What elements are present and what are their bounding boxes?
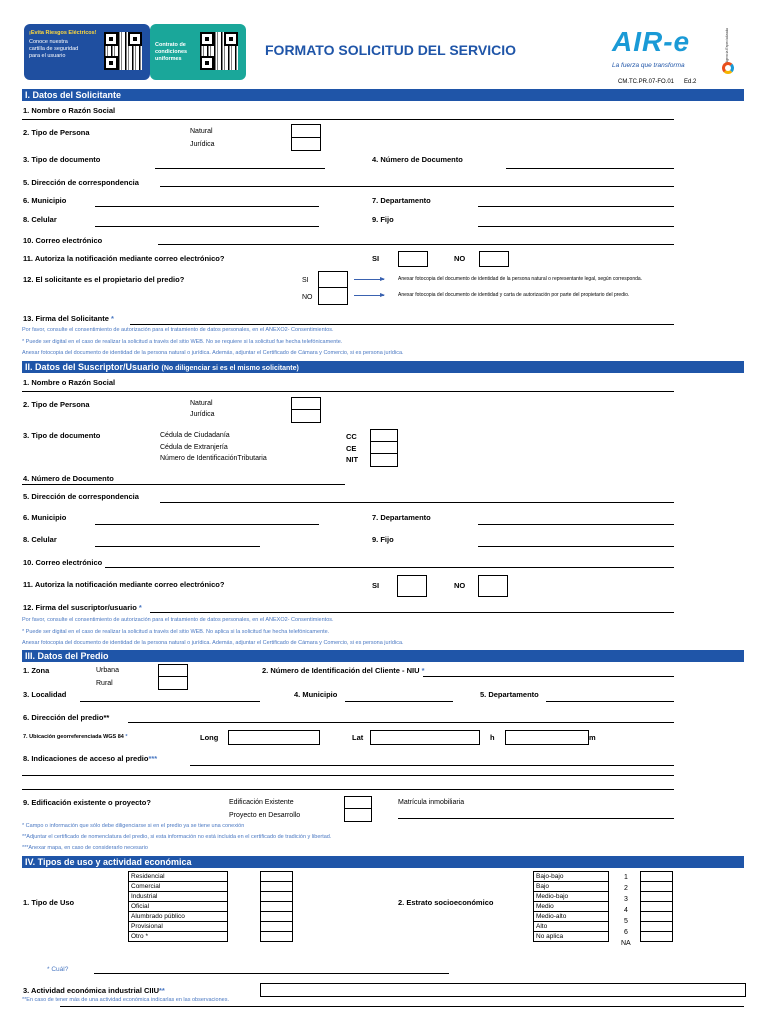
form-edition: Ed.2 bbox=[684, 79, 697, 85]
arrow-right-icon bbox=[354, 279, 384, 280]
s4-ciiu-input[interactable] bbox=[260, 983, 746, 997]
brand-tagline: La fuerza que transforma bbox=[612, 62, 685, 69]
s4-note: **En caso de tener más de una actividad económica indicarlas en las observaciones. bbox=[22, 997, 229, 1003]
s2-natural-label: Natural bbox=[190, 400, 213, 407]
s2-notify-label: 11. Autoriza la notificación mediante correo electrónico? bbox=[23, 580, 225, 589]
table-row[interactable] bbox=[129, 922, 228, 932]
estrato-number: 3 bbox=[624, 896, 628, 903]
brand-mark-icon bbox=[722, 62, 734, 74]
s3-niu-input[interactable] bbox=[423, 676, 674, 677]
table-row[interactable] bbox=[129, 892, 228, 902]
uso-checkbox[interactable] bbox=[261, 912, 293, 922]
uso-checkbox[interactable] bbox=[261, 902, 293, 912]
s1-owner-si-note: Anexar fotocopia del documento de identidad de la persona natural o representante legal, según corresponda. bbox=[398, 276, 643, 282]
arrow-right-icon bbox=[354, 295, 384, 296]
s2-person-type-label: 2. Tipo de Persona bbox=[23, 400, 90, 409]
s1-municipio-input[interactable] bbox=[95, 206, 319, 207]
s2-municipio-input[interactable] bbox=[95, 524, 319, 525]
estrato-label: Bajo bbox=[534, 882, 609, 892]
estrato-label: Medio-alto bbox=[534, 912, 609, 922]
s1-owner-no-checkbox[interactable] bbox=[318, 287, 348, 305]
s4-uso-checkboxes bbox=[260, 871, 293, 942]
brand-logo: AIR-e bbox=[612, 26, 691, 57]
s1-name-label: 1. Nombre o Razón Social bbox=[23, 106, 116, 115]
s1-departamento-input[interactable] bbox=[478, 206, 674, 207]
s3-note-3: ***Anexar mapa, en caso de considerarlo necesario bbox=[22, 845, 148, 851]
section-i-header bbox=[22, 89, 744, 101]
s2-signature-label: 12. Firma del suscriptor/usuario * bbox=[23, 603, 142, 612]
uso-checkbox[interactable] bbox=[261, 882, 293, 892]
s1-notify-si-label: SI bbox=[372, 254, 380, 263]
estrato-checkbox[interactable] bbox=[641, 912, 673, 922]
s3-note-2: **Adjuntar el certificado de nomenclatura del predio, si esta información no está incluida en el certificado de tradición y libertad. bbox=[22, 834, 332, 840]
s1-address-label: 5. Dirección de correspondencia bbox=[23, 178, 139, 187]
s3-localidad-label: 3. Localidad bbox=[23, 690, 67, 699]
s1-notify-no-label: NO bbox=[454, 254, 466, 263]
estrato-number: 5 bbox=[624, 918, 628, 925]
uso-label: Oficial bbox=[129, 902, 228, 912]
estrato-number: 4 bbox=[624, 907, 628, 914]
s2-juridica-label: Jurídica bbox=[190, 411, 215, 418]
s3-proyecto-label: Proyecto en Desarrollo bbox=[229, 812, 301, 819]
section-ii-header bbox=[22, 361, 744, 373]
s1-notify-label: 11. Autoriza la notificación mediante correo electrónico? bbox=[23, 254, 225, 263]
table-row[interactable] bbox=[534, 882, 609, 892]
s2-departamento-input[interactable] bbox=[478, 524, 674, 525]
uso-label: Comercial bbox=[129, 882, 228, 892]
estrato-checkbox[interactable] bbox=[641, 932, 673, 942]
safety-banner-line-3: para el usuario bbox=[29, 53, 66, 59]
s3-niu-label: 2. Número de Identificación del Cliente - NIU * bbox=[262, 666, 425, 675]
s1-juridica-checkbox[interactable] bbox=[291, 137, 321, 151]
s3-departamento-label: 5. Departamento bbox=[480, 690, 539, 699]
estrato-label: Medio bbox=[534, 902, 609, 912]
s1-name-input[interactable] bbox=[22, 119, 674, 120]
section-iii-header bbox=[22, 650, 744, 662]
section-ii-subtitle: (No diligenciar si es el mismo solicitante) bbox=[161, 365, 299, 372]
s1-celular-input[interactable] bbox=[95, 226, 319, 227]
s2-fijo-input[interactable] bbox=[478, 546, 674, 547]
s4-cual-input[interactable] bbox=[94, 973, 449, 974]
contract-banner-line-3: uniformes bbox=[155, 56, 182, 62]
s1-email-input[interactable] bbox=[158, 244, 674, 245]
uso-label: Provisional bbox=[129, 922, 228, 932]
s3-acceso-input-3[interactable] bbox=[22, 789, 674, 790]
s1-municipio-label: 6. Municipio bbox=[23, 196, 67, 205]
s3-h-label: h bbox=[490, 733, 495, 742]
estrato-label: Medio-bajo bbox=[534, 892, 609, 902]
s2-doc-type-label: 3. Tipo de documento bbox=[23, 431, 101, 440]
s3-long-input[interactable] bbox=[228, 730, 320, 745]
s4-cual-label: * Cuál? bbox=[47, 966, 69, 973]
s2-doc-cc-code: CC bbox=[346, 432, 357, 441]
s3-m-label: m bbox=[589, 733, 596, 742]
s3-ubicacion-label: 7. Ubicación georreferenciada WGS 84 * bbox=[23, 734, 128, 740]
s3-direccion-label: 6. Dirección del predio** bbox=[23, 713, 110, 722]
s2-notify-si-checkbox[interactable] bbox=[397, 575, 427, 597]
s3-zona-label: 1. Zona bbox=[23, 666, 50, 675]
safety-banner-line-2: cartilla de seguridad bbox=[29, 46, 79, 52]
s2-doc-number-label: 4. Número de Documento bbox=[23, 474, 114, 483]
s1-note-2: * Puede ser digital en el caso de realizar la solicitud a través del sitio WEB. No se requiere si la solicitud fue hecha telefónicamente. bbox=[22, 339, 343, 345]
s2-doc-nit-checkbox[interactable] bbox=[370, 453, 398, 467]
s1-natural-label: Natural bbox=[190, 128, 213, 135]
form-title: FORMATO SOLICITUD DEL SERVICIO bbox=[265, 42, 516, 58]
s3-urbana-label: Urbana bbox=[96, 667, 119, 674]
s3-acceso-label: 8. Indicaciones de acceso al predio*** bbox=[23, 754, 158, 763]
s3-acceso-input-2[interactable] bbox=[22, 775, 674, 776]
estrato-checkbox[interactable] bbox=[641, 902, 673, 912]
s2-doc-cc-label: Cédula de Ciudadanía bbox=[160, 432, 230, 439]
s3-departamento-input[interactable] bbox=[546, 701, 674, 702]
s1-doc-number-input[interactable] bbox=[506, 168, 674, 169]
section-iii-title: III. Datos del Predio bbox=[25, 651, 109, 661]
s2-fijo-label: 9. Fijo bbox=[372, 535, 394, 544]
uso-checkbox[interactable] bbox=[261, 922, 293, 932]
s1-owner-no-note: Anexar fotocopia del documento de identidad y carta de autorización por parte del propietario del predio. bbox=[398, 292, 630, 298]
estrato-label: Alto bbox=[534, 922, 609, 932]
s2-name-input[interactable] bbox=[22, 391, 674, 392]
s3-rural-checkbox[interactable] bbox=[158, 676, 188, 690]
s4-ciiu-label: 3. Actividad económica industrial CIIU** bbox=[23, 986, 165, 995]
estrato-checkbox[interactable] bbox=[641, 892, 673, 902]
s4-estrato-checkboxes bbox=[640, 871, 673, 942]
estrato-checkbox[interactable] bbox=[641, 872, 673, 882]
safety-banner-line-1: Conoce nuestra bbox=[29, 39, 68, 45]
uso-checkbox[interactable] bbox=[261, 932, 293, 942]
estrato-label: Bajo-bajo bbox=[534, 872, 609, 882]
s4-estrato-table bbox=[533, 871, 609, 942]
section-i-title: I. Datos del Solicitante bbox=[25, 90, 122, 100]
estrato-number: 1 bbox=[624, 874, 628, 881]
s2-notify-si-label: SI bbox=[372, 581, 380, 590]
estrato-checkbox[interactable] bbox=[641, 882, 673, 892]
table-row[interactable] bbox=[534, 912, 609, 922]
s3-municipio-input[interactable] bbox=[345, 701, 453, 702]
s2-celular-label: 8. Celular bbox=[23, 535, 57, 544]
s2-doc-nit-label: Número de IdentificaciónTributaria bbox=[160, 455, 267, 462]
s1-celular-label: 8. Celular bbox=[23, 215, 57, 224]
s1-doc-type-label: 3. Tipo de documento bbox=[23, 155, 101, 164]
header bbox=[22, 22, 744, 88]
table-row[interactable] bbox=[534, 922, 609, 932]
s3-existente-label: Edificación Existente bbox=[229, 799, 294, 806]
bottom-rule bbox=[60, 1006, 744, 1007]
uso-label: Industrial bbox=[129, 892, 228, 902]
s1-owner-si-label: SI bbox=[302, 277, 309, 284]
estrato-number: NA bbox=[621, 940, 631, 947]
qr-code-icon[interactable] bbox=[104, 32, 142, 70]
s2-address-label: 5. Dirección de correspondencia bbox=[23, 492, 139, 501]
s3-lat-input[interactable] bbox=[370, 730, 480, 745]
contract-banner[interactable] bbox=[150, 24, 246, 80]
s2-name-label: 1. Nombre o Razón Social bbox=[23, 378, 116, 387]
estrato-label: No aplica bbox=[534, 932, 609, 942]
uso-label: Residencial bbox=[129, 872, 228, 882]
safety-banner-title: ¡Evita Riesgos Eléctricos! bbox=[29, 30, 97, 36]
section-iv-header bbox=[22, 856, 744, 868]
s1-doc-number-label: 4. Número de Documento bbox=[372, 155, 463, 164]
s1-signature-input[interactable] bbox=[130, 324, 674, 325]
s2-address-input[interactable] bbox=[160, 502, 674, 503]
s3-note-1: * Campo o información que sólo debe diligenciarse si en el predio ya se tiene una conexión bbox=[22, 823, 245, 829]
s1-note-1: Por favor, consulte el consentimiento de autorización para el tratamiento de datos personales, en el ANEXO2- Consentimientos. bbox=[22, 327, 334, 333]
s1-note-3: Anexar fotocopia del documento de identidad de la persona natural o jurídica. Además, adjuntar el Certificado de Cámara y Comercio, si es persona jurídica. bbox=[22, 350, 404, 356]
s3-long-label: Long bbox=[200, 733, 219, 742]
s4-estrato-label: 2. Estrato socioeconómico bbox=[398, 898, 494, 907]
s1-email-label: 10. Correo electrónico bbox=[23, 236, 103, 245]
s1-fijo-input[interactable] bbox=[478, 226, 674, 227]
table-row[interactable] bbox=[534, 902, 609, 912]
table-row[interactable] bbox=[129, 932, 228, 942]
s3-rural-label: Rural bbox=[96, 680, 113, 687]
s2-email-input[interactable] bbox=[105, 567, 674, 568]
s1-owner-no-label: NO bbox=[302, 294, 313, 301]
s1-natural-checkbox[interactable] bbox=[291, 124, 321, 138]
safety-banner[interactable] bbox=[24, 24, 150, 80]
s3-matricula-input[interactable] bbox=[398, 818, 674, 819]
s1-notify-si-checkbox[interactable] bbox=[398, 251, 428, 267]
s2-doc-ce-code: CE bbox=[346, 444, 357, 453]
s2-departamento-label: 7. Departamento bbox=[372, 513, 431, 522]
s2-note-1: Por favor, consulte el consentimiento de autorización para el tratamiento de datos personales, en el ANEXO2- Consentimientos. bbox=[22, 617, 334, 623]
s2-doc-number-input[interactable] bbox=[22, 484, 345, 485]
uso-checkbox[interactable] bbox=[261, 872, 293, 882]
s1-signature-label: 13. Firma del Solicitante * bbox=[23, 314, 114, 323]
s1-juridica-label: Jurídica bbox=[190, 141, 215, 148]
s2-notify-no-label: NO bbox=[454, 581, 466, 590]
s1-address-input[interactable] bbox=[160, 186, 674, 187]
section-iv-title: IV. Tipos de uso y actividad económica bbox=[25, 857, 192, 867]
qr-code-icon[interactable] bbox=[200, 32, 238, 70]
s4-uso-table bbox=[128, 871, 228, 942]
s2-municipio-label: 6. Municipio bbox=[23, 513, 67, 522]
contract-banner-line-2: condiciones bbox=[155, 49, 188, 55]
s1-doc-type-input[interactable] bbox=[155, 168, 325, 169]
s2-note-3: Anexar fotocopia del documento de identidad de la persona natural o jurídica. Además, adjuntar el Certificado de Cámara y Comercio, si es persona jurídica. bbox=[22, 640, 404, 646]
s3-localidad-input[interactable] bbox=[80, 701, 260, 702]
section-ii-title: II. Datos del Suscriptor/Usuario bbox=[25, 362, 160, 372]
form-code: CM.TC.PR.07-FO.01 bbox=[618, 79, 675, 85]
s2-signature-input[interactable] bbox=[150, 612, 674, 613]
uso-label: Alumbrado público bbox=[129, 912, 228, 922]
s4-uso-label: 1. Tipo de Uso bbox=[23, 898, 75, 907]
s1-notify-no-checkbox[interactable] bbox=[479, 251, 509, 267]
brand-side-label: Agencia Especializada bbox=[725, 28, 729, 64]
s3-municipio-label: 4. Municipio bbox=[294, 690, 338, 699]
s2-note-2: * Puede ser digital en el caso de realizar la solicitud a través del sitio WEB. No aplica si la solicitud fue hecha telefónicamente. bbox=[22, 629, 330, 635]
table-row[interactable] bbox=[534, 872, 609, 882]
s1-fijo-label: 9. Fijo bbox=[372, 215, 394, 224]
s3-edificacion-label: 9. Edificación existente o proyecto? bbox=[23, 798, 151, 807]
s2-celular-input[interactable] bbox=[95, 546, 260, 547]
s1-owner-label: 12. El solicitante es el propietario del predio? bbox=[23, 275, 185, 284]
s3-direccion-input[interactable] bbox=[128, 722, 674, 723]
s3-lat-label: Lat bbox=[352, 733, 364, 742]
s1-person-type-label: 2. Tipo de Persona bbox=[23, 128, 90, 137]
table-row[interactable] bbox=[129, 912, 228, 922]
estrato-number: 6 bbox=[624, 929, 628, 936]
table-row[interactable] bbox=[129, 872, 228, 882]
estrato-checkbox[interactable] bbox=[641, 922, 673, 932]
s2-doc-nit-code: NIT bbox=[346, 455, 359, 464]
table-row[interactable] bbox=[534, 932, 609, 942]
table-row[interactable] bbox=[534, 892, 609, 902]
s3-h-input[interactable] bbox=[505, 730, 589, 745]
s2-juridica-checkbox[interactable] bbox=[291, 409, 321, 423]
table-row[interactable] bbox=[129, 902, 228, 912]
estrato-number: 2 bbox=[624, 885, 628, 892]
s2-notify-no-checkbox[interactable] bbox=[478, 575, 508, 597]
s3-proyecto-checkbox[interactable] bbox=[344, 808, 372, 822]
table-row[interactable] bbox=[129, 882, 228, 892]
s3-acceso-input-1[interactable] bbox=[190, 765, 674, 766]
s2-doc-ce-label: Cédula de Extranjería bbox=[160, 444, 228, 451]
s2-email-label: 10. Correo electrónico bbox=[23, 558, 103, 567]
s1-departamento-label: 7. Departamento bbox=[372, 196, 431, 205]
contract-banner-line-1: Contrato de bbox=[155, 42, 186, 48]
uso-label: Otro * bbox=[129, 932, 228, 942]
s3-matricula-label: Matrícula inmobiliaria bbox=[398, 799, 465, 806]
uso-checkbox[interactable] bbox=[261, 892, 293, 902]
